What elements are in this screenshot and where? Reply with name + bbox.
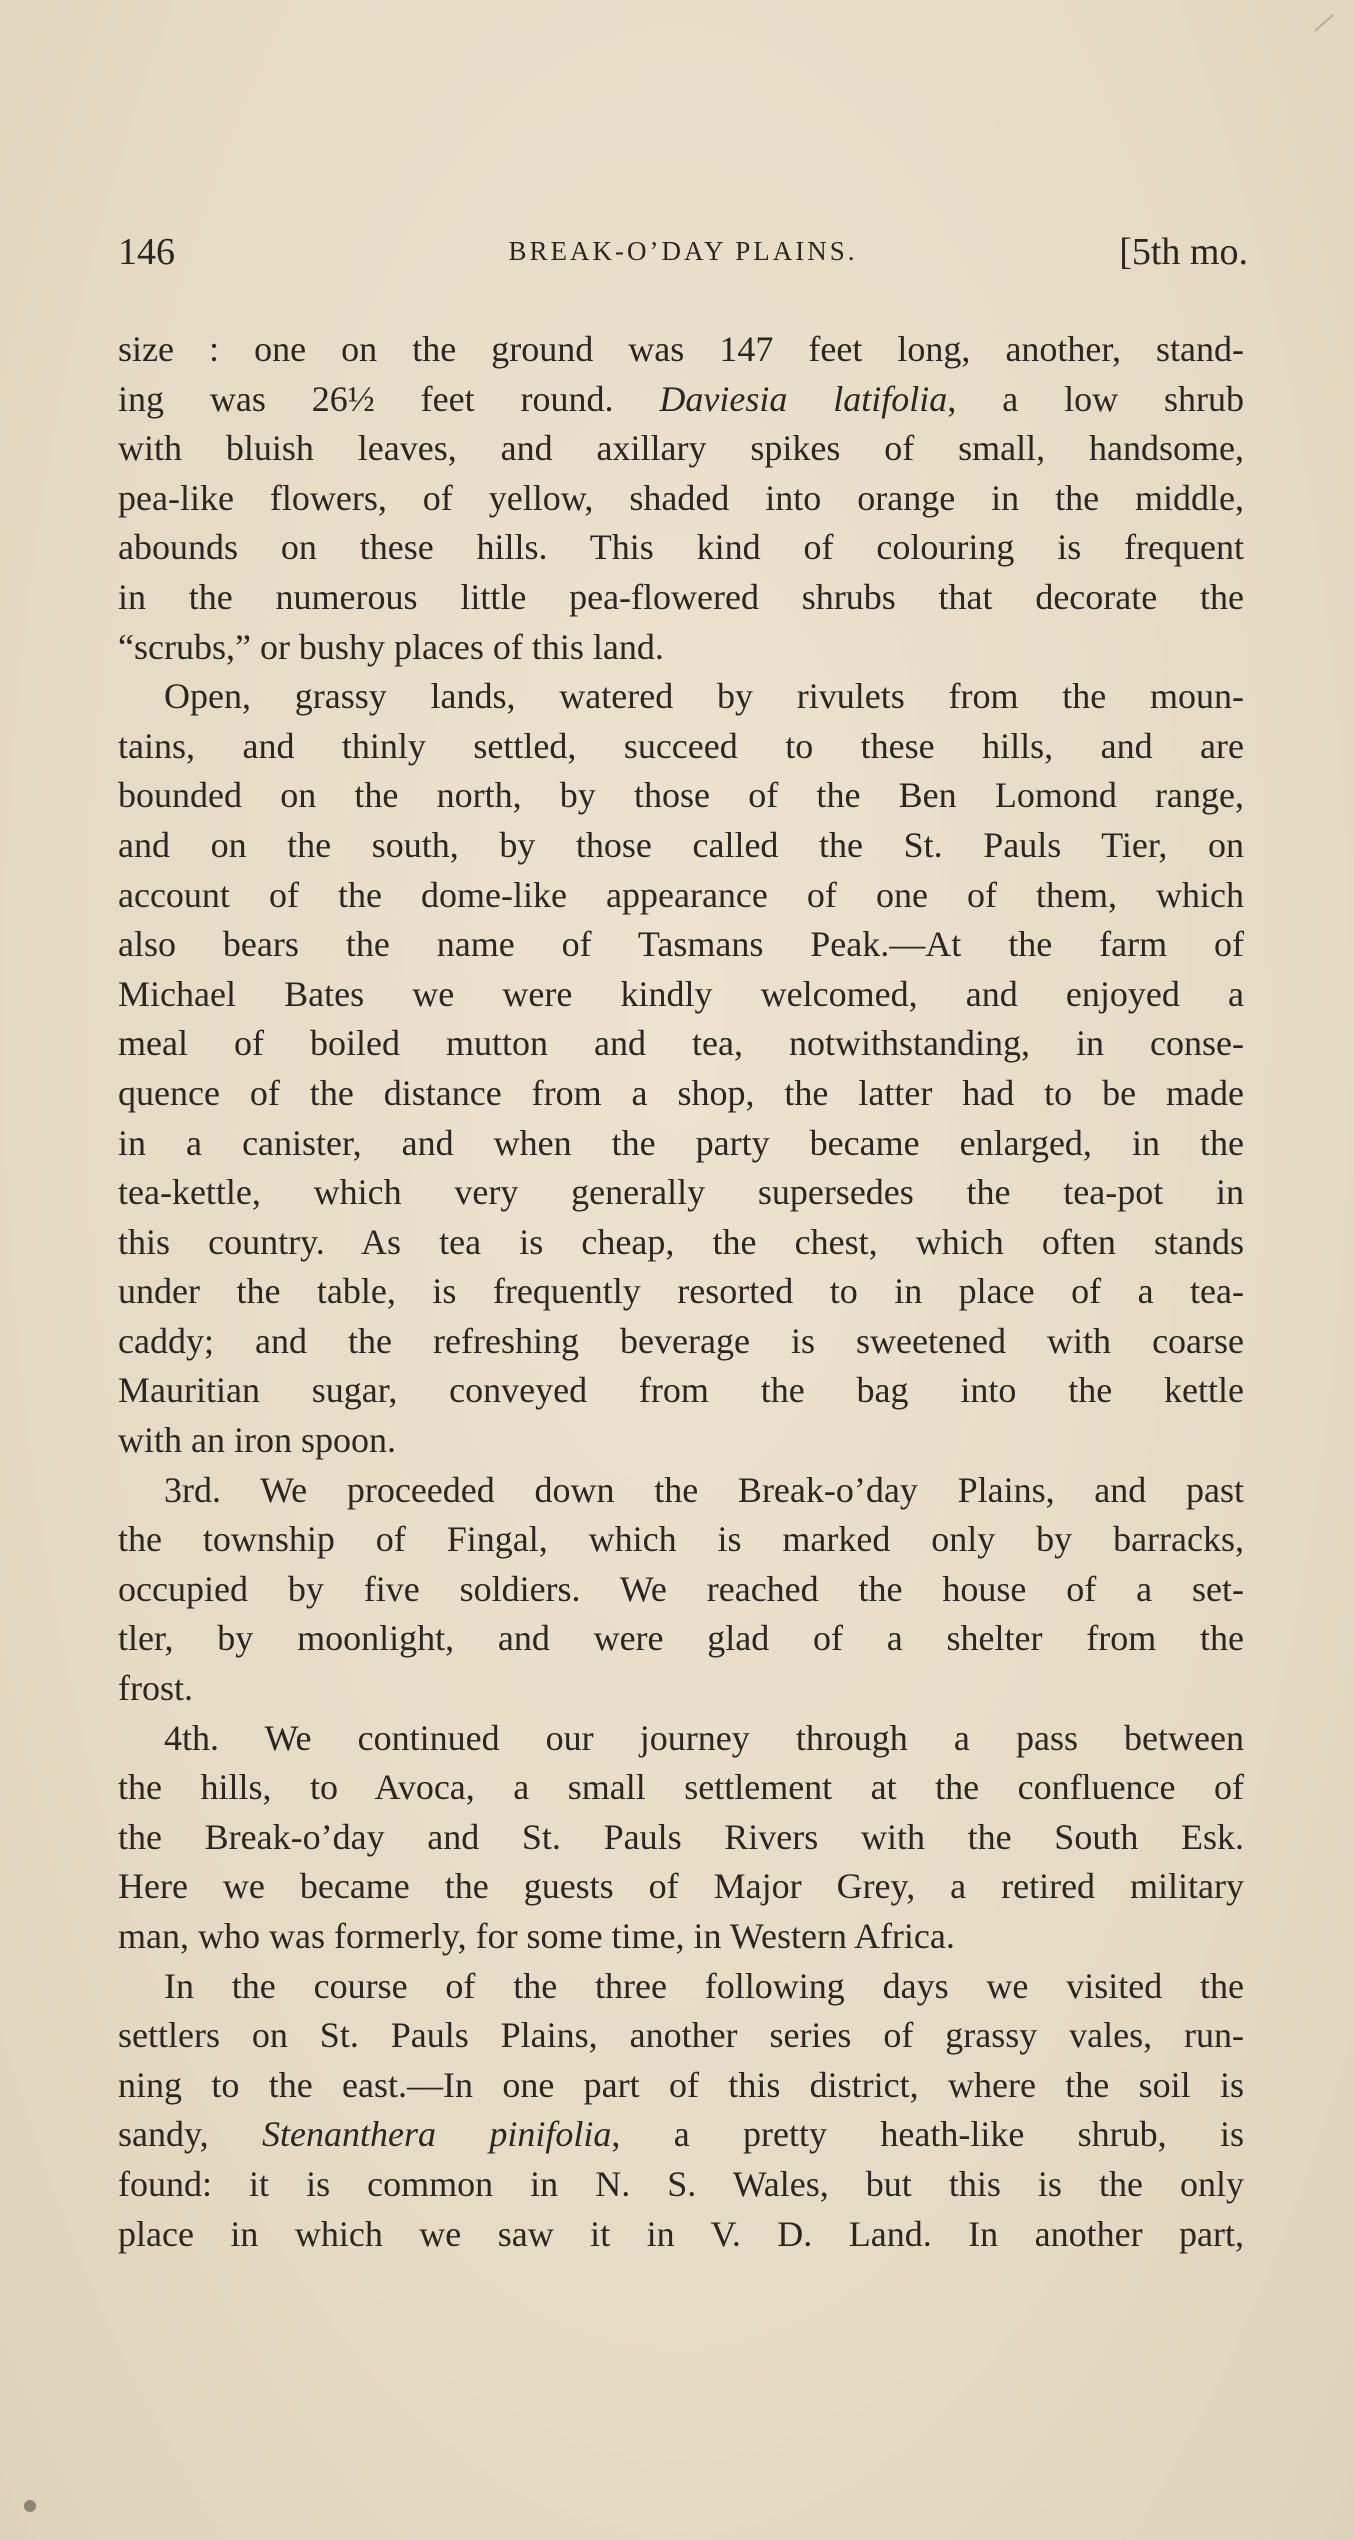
text-line: tains, and thinly settled, succeed to these hills, and are bbox=[118, 725, 1244, 766]
page-header bbox=[118, 230, 1248, 290]
text-line: caddy; and the refreshing beverage is sweetened with coarse bbox=[118, 1320, 1244, 1361]
ink-blot bbox=[24, 2500, 36, 2512]
text-line: Open, grassy lands, watered by rivulets from the moun- bbox=[164, 676, 1244, 717]
corner-mark bbox=[1314, 14, 1333, 32]
text-line: In the course of the three following days we visited the bbox=[164, 1965, 1244, 2006]
text-line: 3rd. We proceeded down the Break-o’day Plains, and past bbox=[164, 1469, 1244, 1510]
text-line: ing was 26½ feet round. Daviesia latifolia, a low shrub bbox=[118, 378, 1244, 419]
text-line: quence of the distance from a shop, the latter had to be made bbox=[118, 1072, 1244, 1113]
text-line: account of the dome-like appearance of one of them, which bbox=[118, 874, 1244, 915]
text-line: Mauritian sugar, conveyed from the bag into the kettle bbox=[118, 1370, 1244, 1411]
botanical-name: Stenanthera pinifolia bbox=[262, 2114, 612, 2155]
text-line: also bears the name of Tasmans Peak.—At the farm of bbox=[118, 924, 1244, 965]
text-line: size : one on the ground was 147 feet long, another, stand- bbox=[118, 329, 1244, 369]
text-line: in a canister, and when the party became enlarged, in the bbox=[118, 1122, 1244, 1163]
text-line: bounded on the north, by those of the Ben Lomond range, bbox=[118, 775, 1244, 816]
text-line: tler, by moonlight, and were glad of a shelter from the bbox=[118, 1618, 1244, 1659]
text-line: settlers on St. Pauls Plains, another series of grassy vales, run- bbox=[118, 2015, 1244, 2056]
text-line: with bluish leaves, and axillary spikes of small, handsome, bbox=[118, 428, 1244, 469]
text-line: and on the south, by those called the St. Pauls Tier, on bbox=[118, 824, 1244, 865]
text-line: the hills, to Avoca, a small settlement at the confluence of bbox=[118, 1767, 1244, 1808]
text-line: the township of Fingal, which is marked only by barracks, bbox=[118, 1519, 1244, 1560]
text-line: place in which we saw it in V. D. Land. In another part, bbox=[118, 2213, 1244, 2254]
text-line: pea-like flowers, of yellow, shaded into orange in the middle, bbox=[118, 477, 1244, 518]
text-line: with an iron spoon. bbox=[118, 1420, 396, 1461]
text-line: Here we became the guests of Major Grey, a retired military bbox=[118, 1866, 1244, 1907]
botanical-name: Daviesia latifolia bbox=[659, 378, 948, 419]
text-line: abounds on these hills. This kind of colouring is frequent bbox=[118, 527, 1244, 568]
text-line: found: it is common in N. S. Wales, but this is the only bbox=[118, 2163, 1244, 2204]
running-head: BREAK-O’DAY PLAINS. bbox=[508, 236, 858, 266]
page-number: 146 bbox=[118, 231, 175, 273]
text-line: Michael Bates we were kindly welcomed, and enjoyed a bbox=[118, 973, 1244, 1014]
text-line: tea-kettle, which very generally supersedes the tea-pot in bbox=[118, 1172, 1244, 1213]
text-line: ning to the east.—In one part of this district, where the soil is bbox=[118, 2064, 1244, 2105]
text-line: this country. As tea is cheap, the chest, which often stands bbox=[118, 1221, 1244, 1262]
body-text bbox=[118, 325, 1244, 2259]
text-line: occupied by five soldiers. We reached the house of a set- bbox=[118, 1568, 1244, 1609]
text-line: man, who was formerly, for some time, in Western Africa. bbox=[118, 1916, 955, 1956]
text-line: 4th. We continued our journey through a pass between bbox=[164, 1717, 1244, 1758]
section-marker: [5th mo. bbox=[1119, 231, 1248, 273]
text-line: under the table, is frequently resorted to in place of a tea- bbox=[118, 1271, 1244, 1312]
text-line: frost. bbox=[118, 1668, 193, 1709]
text-line: the Break-o’day and St. Pauls Rivers with the South Esk. bbox=[118, 1816, 1244, 1857]
text-line: sandy, Stenanthera pinifolia, a pretty heath-like shrub, is bbox=[118, 2114, 1245, 2155]
text-line: meal of boiled mutton and tea, notwithstanding, in conse- bbox=[118, 1023, 1244, 1064]
text-line: in the numerous little pea-flowered shrubs that decorate the bbox=[118, 576, 1244, 617]
text-line: “scrubs,” or bushy places of this land. bbox=[118, 626, 664, 667]
